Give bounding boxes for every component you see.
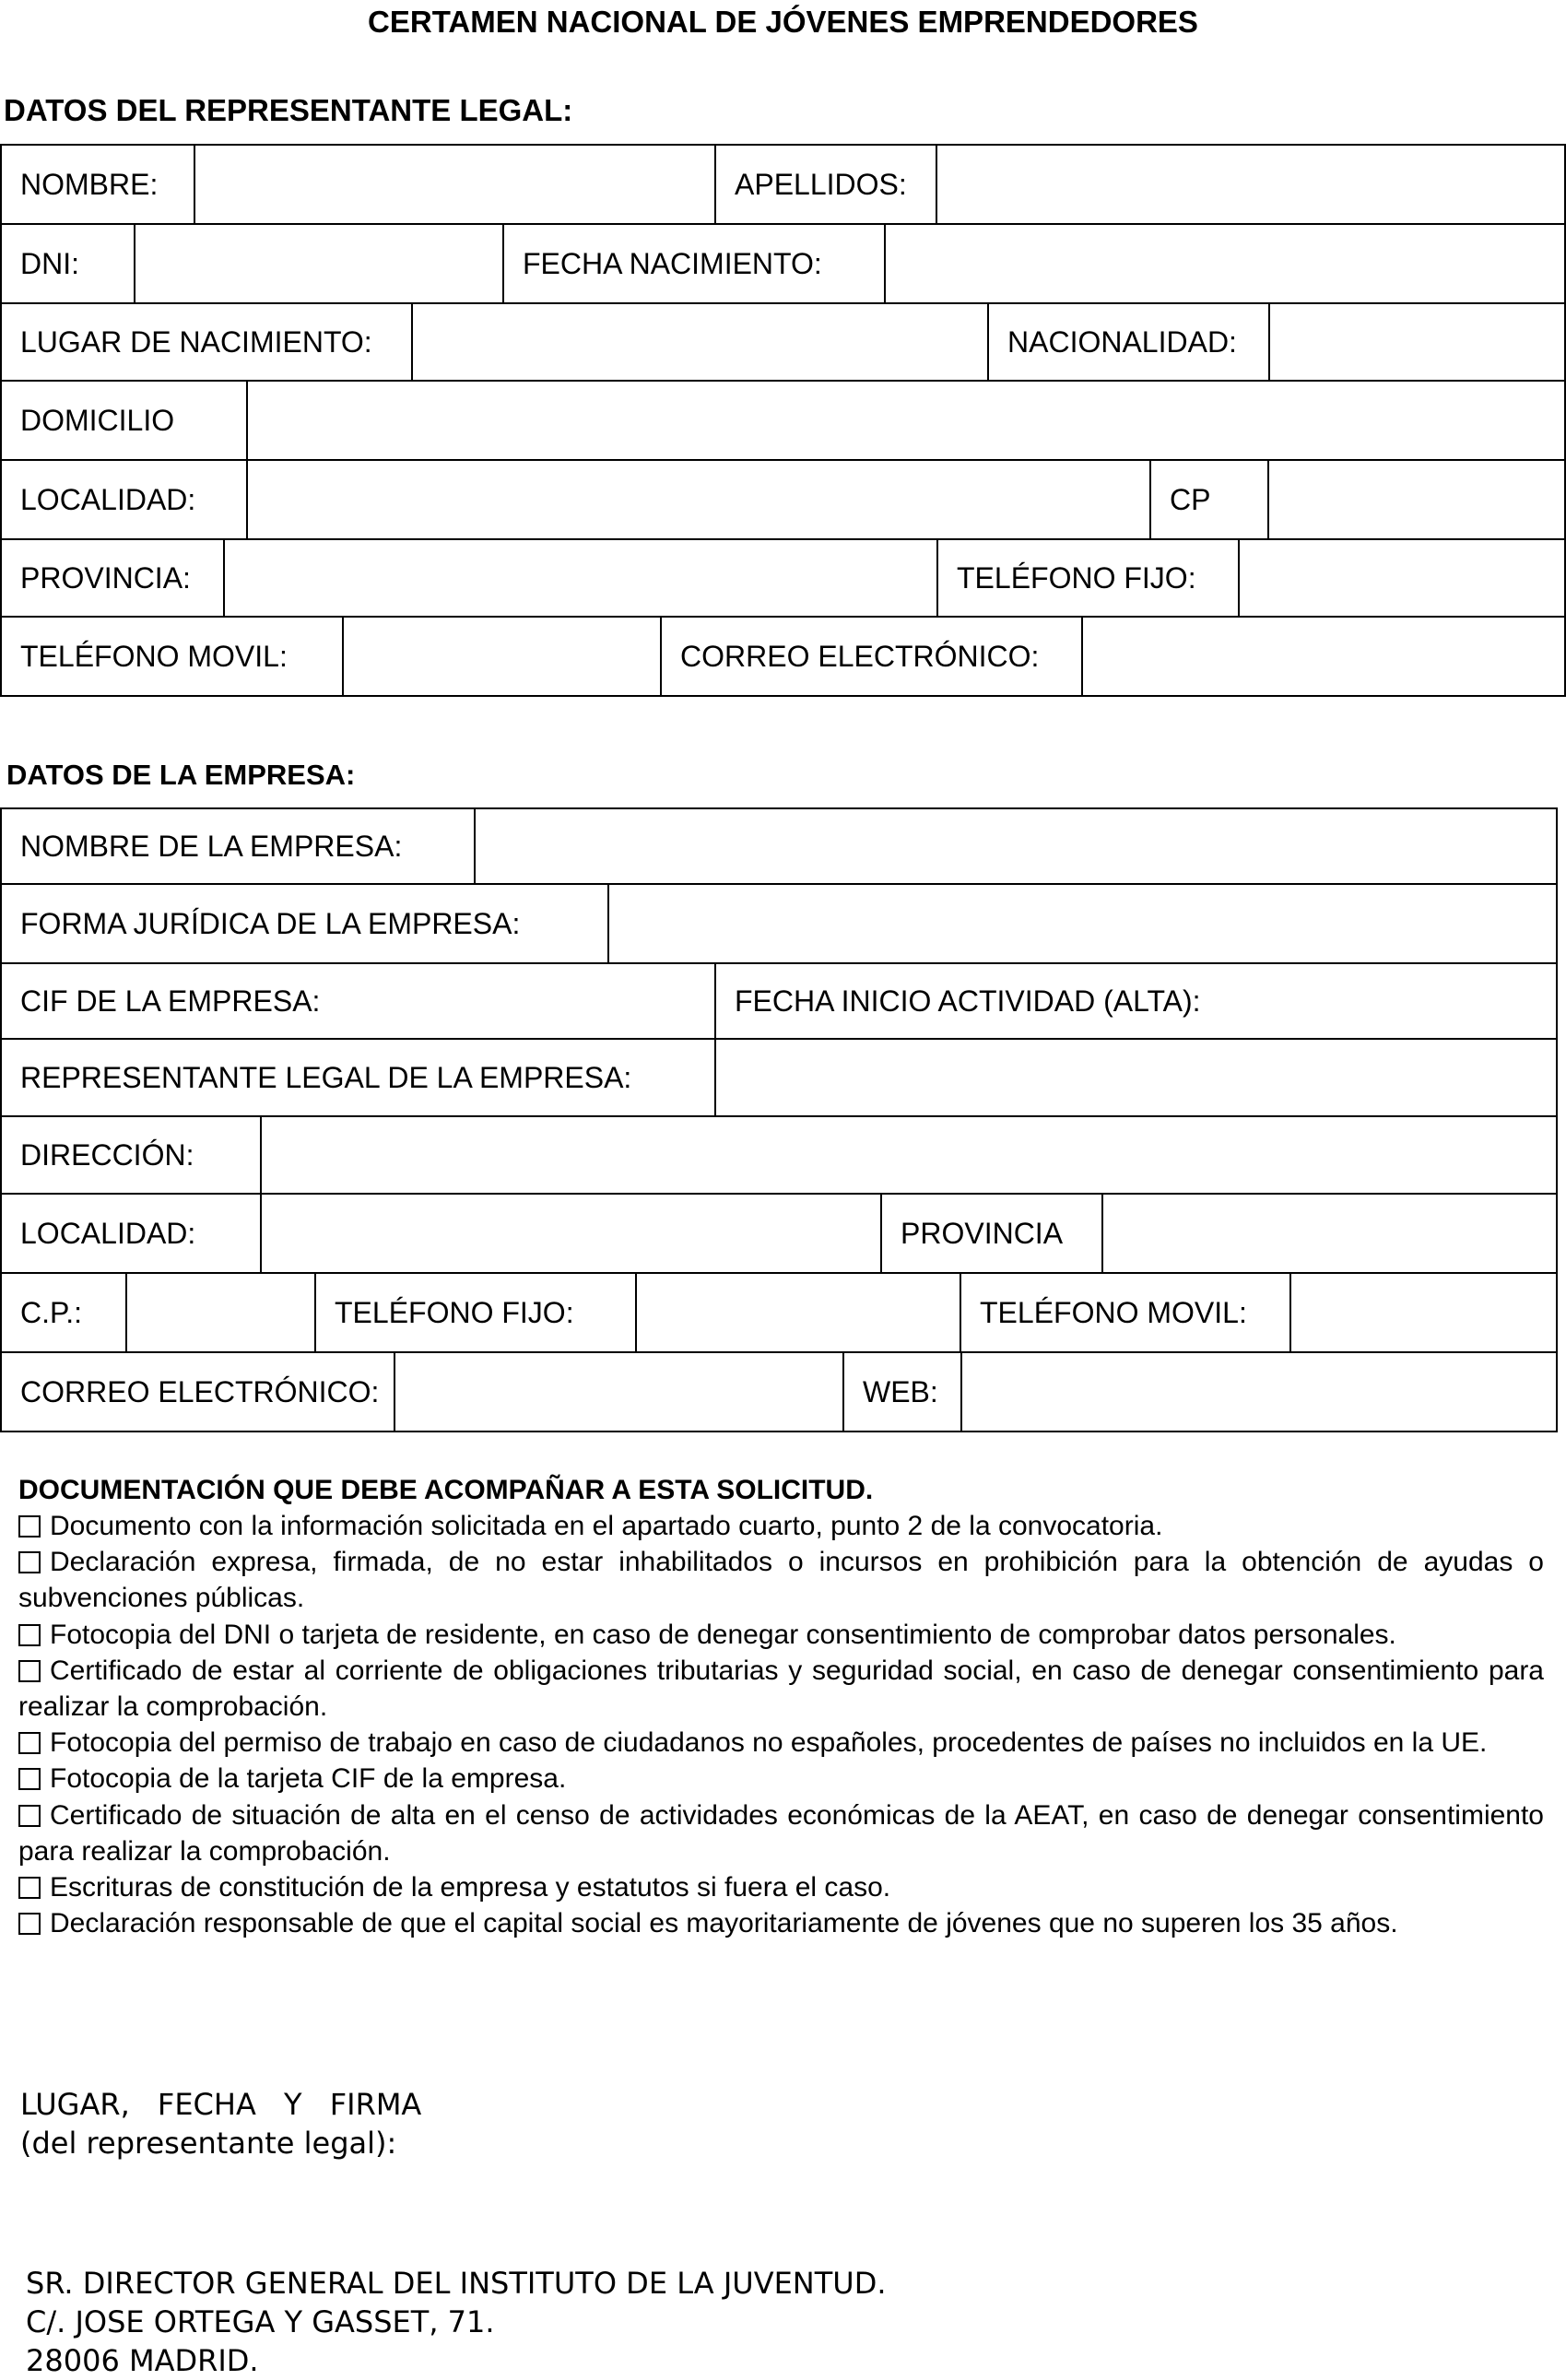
signature-label: LUGAR, FECHA Y FIRMA — [20, 2087, 422, 2122]
empresa-correo-field[interactable] — [394, 1353, 842, 1431]
empresa-localidad-label: LOCALIDAD: — [20, 1217, 196, 1250]
dni-label: DNI: — [20, 247, 79, 280]
telefono-fijo-field[interactable] — [1238, 540, 1564, 616]
empresa-provincia-field[interactable] — [1101, 1195, 1556, 1272]
postal-city-line: 28006 MADRID. — [26, 2343, 259, 2378]
documentation-section — [18, 1473, 1544, 1941]
localidad-field[interactable] — [246, 461, 1149, 538]
fecha-nacimiento-label: FECHA NACIMIENTO: — [502, 225, 884, 302]
provincia-field[interactable] — [223, 540, 936, 616]
checkbox-icon[interactable] — [18, 1877, 41, 1899]
checklist-item-text: Escrituras de constitución de la empresa y estatutos si fuera el caso. — [50, 1872, 891, 1903]
table-row — [0, 1117, 1558, 1195]
empresa-nombre-label: NOMBRE DE LA EMPRESA: — [20, 830, 403, 863]
checklist-item-text: Fotocopia del permiso de trabajo en caso de ciudadanos no españoles, procedentes de países no incluidos en la UE. — [50, 1727, 1488, 1759]
empresa-telefono-fijo-field[interactable] — [635, 1274, 960, 1351]
recipient-line: SR. DIRECTOR GENERAL DEL INSTITUTO DE LA JUVENTUD. — [26, 2266, 887, 2301]
telefono-movil-label: TELÉFONO MOVIL: — [20, 640, 288, 673]
nacionalidad-field[interactable] — [1268, 304, 1564, 380]
checklist-item-text: Declaración expresa, firmada, de no estar inhabilitados o incursos en prohibición para la obtención de ayudas o subvenciones públicas. — [18, 1547, 1544, 1614]
table-row — [0, 144, 1566, 225]
checkbox-icon[interactable] — [18, 1913, 41, 1935]
table-row — [0, 225, 1566, 304]
checklist-item — [18, 1761, 1544, 1797]
table-row — [0, 807, 1558, 885]
checkbox-icon[interactable] — [18, 1551, 41, 1573]
direccion-field[interactable] — [260, 1117, 1556, 1193]
checkbox-icon[interactable] — [18, 1768, 41, 1790]
table-row — [0, 540, 1566, 618]
checkbox-icon[interactable] — [18, 1515, 41, 1538]
correo-label: CORREO ELECTRÓNICO: — [660, 618, 1081, 695]
web-label: WEB: — [842, 1353, 960, 1431]
table-row — [0, 964, 1558, 1040]
empresa-telefono-movil-label: TELÉFONO MOVIL: — [960, 1274, 1289, 1351]
table-row — [0, 618, 1566, 697]
apellidos-label: APELLIDOS: — [714, 146, 936, 223]
section-heading-empresa: DATOS DE LA EMPRESA: — [6, 759, 356, 791]
nombre-field[interactable] — [194, 146, 714, 223]
dni-field[interactable] — [134, 225, 502, 302]
cp-field[interactable] — [1267, 461, 1564, 538]
checklist-item — [18, 1617, 1544, 1653]
fecha-nacimiento-field[interactable] — [884, 225, 1564, 302]
table-row — [0, 304, 1566, 382]
forma-juridica-label: FORMA JURÍDICA DE LA EMPRESA: — [20, 907, 521, 940]
checkbox-icon[interactable] — [18, 1732, 41, 1754]
nombre-label: NOMBRE: — [20, 168, 159, 201]
cp-label: CP — [1149, 461, 1267, 538]
checklist-item — [18, 1508, 1544, 1544]
correo-field[interactable] — [1081, 618, 1564, 695]
form-title: CERTAMEN NACIONAL DE JÓVENES EMPRENDEDORES — [368, 5, 1198, 39]
checklist-item-text: Documento con la información solicitada en el apartado cuarto, punto 2 de la convocatoria. — [50, 1511, 1163, 1541]
address-line: C/. JOSE ORTEGA Y GASSET, 71. — [26, 2304, 495, 2339]
empresa-telefono-movil-field[interactable] — [1289, 1274, 1556, 1351]
checklist-item — [18, 1725, 1544, 1761]
nacionalidad-label: NACIONALIDAD: — [987, 304, 1268, 380]
table-row — [0, 1353, 1558, 1432]
empresa-representante-field[interactable] — [714, 1040, 1556, 1115]
checklist-item — [18, 1869, 1544, 1905]
checklist-item-text: Fotocopia de la tarjeta CIF de la empresa. — [50, 1763, 567, 1795]
table-row — [0, 1274, 1558, 1353]
signature-block — [20, 2085, 421, 2162]
section-heading-representante: DATOS DEL REPRESENTANTE LEGAL: — [4, 93, 573, 127]
telefono-fijo-label: TELÉFONO FIJO: — [936, 540, 1238, 616]
empresa-nombre-field[interactable] — [474, 809, 1556, 883]
lugar-nacimiento-field[interactable] — [411, 304, 987, 380]
table-row — [0, 461, 1566, 540]
checklist-item — [18, 1797, 1544, 1869]
table-row — [0, 885, 1558, 964]
empresa-telefono-fijo-label: TELÉFONO FIJO: — [314, 1274, 635, 1351]
domicilio-field[interactable] — [246, 382, 1564, 459]
lugar-nacimiento-label: LUGAR DE NACIMIENTO: — [20, 325, 372, 359]
localidad-label: LOCALIDAD: — [20, 483, 196, 516]
checklist-item — [18, 1653, 1544, 1725]
checklist-item-text: Fotocopia del DNI o tarjeta de residente, en caso de denegar consentimiento de comprobar datos personales. — [50, 1619, 1396, 1650]
checklist-item-text: Certificado de estar al corriente de obligaciones tributarias y seguridad social, en caso de denegar consentimiento para realizar la comprobación. — [18, 1655, 1544, 1723]
apellidos-field[interactable] — [936, 146, 1564, 223]
checklist-item — [18, 1905, 1544, 1941]
checklist-item — [18, 1544, 1544, 1616]
provincia-label: PROVINCIA: — [20, 561, 191, 595]
cif-label: CIF DE LA EMPRESA: — [20, 984, 321, 1018]
empresa-localidad-field[interactable] — [260, 1195, 880, 1272]
empresa-representante-label: REPRESENTANTE LEGAL DE LA EMPRESA: — [20, 1061, 632, 1094]
fecha-inicio-label: FECHA INICIO ACTIVIDAD (ALTA): — [714, 964, 1556, 1038]
empresa-correo-label: CORREO ELECTRÓNICO: — [20, 1375, 380, 1408]
empresa-cp-field[interactable] — [125, 1274, 314, 1351]
web-field[interactable] — [960, 1353, 1556, 1431]
table-row — [0, 1195, 1558, 1274]
table-row — [0, 1040, 1558, 1117]
recipient-address — [26, 2264, 887, 2380]
direccion-label: DIRECCIÓN: — [20, 1138, 194, 1172]
telefono-movil-field[interactable] — [342, 618, 660, 695]
checklist-item-text: Declaración responsable de que el capital social es mayoritariamente de jóvenes que no superen los 35 años. — [50, 1908, 1398, 1939]
checkbox-icon[interactable] — [18, 1805, 41, 1827]
checkbox-icon[interactable] — [18, 1624, 41, 1646]
signature-sublabel: (del representante legal): — [20, 2126, 397, 2161]
table-row — [0, 382, 1566, 461]
empresa-provincia-label: PROVINCIA — [880, 1195, 1101, 1272]
checkbox-icon[interactable] — [18, 1660, 41, 1682]
forma-juridica-field[interactable] — [607, 885, 1556, 962]
documentation-heading: DOCUMENTACIÓN QUE DEBE ACOMPAÑAR A ESTA SOLICITUD. — [18, 1475, 874, 1505]
domicilio-label: DOMICILIO — [20, 404, 175, 437]
empresa-cp-label: C.P.: — [20, 1296, 82, 1329]
checklist-item-text: Certificado de situación de alta en el censo de actividades económicas de la AEAT, en caso de denegar consentimiento para realizar la comprobación. — [18, 1799, 1544, 1867]
